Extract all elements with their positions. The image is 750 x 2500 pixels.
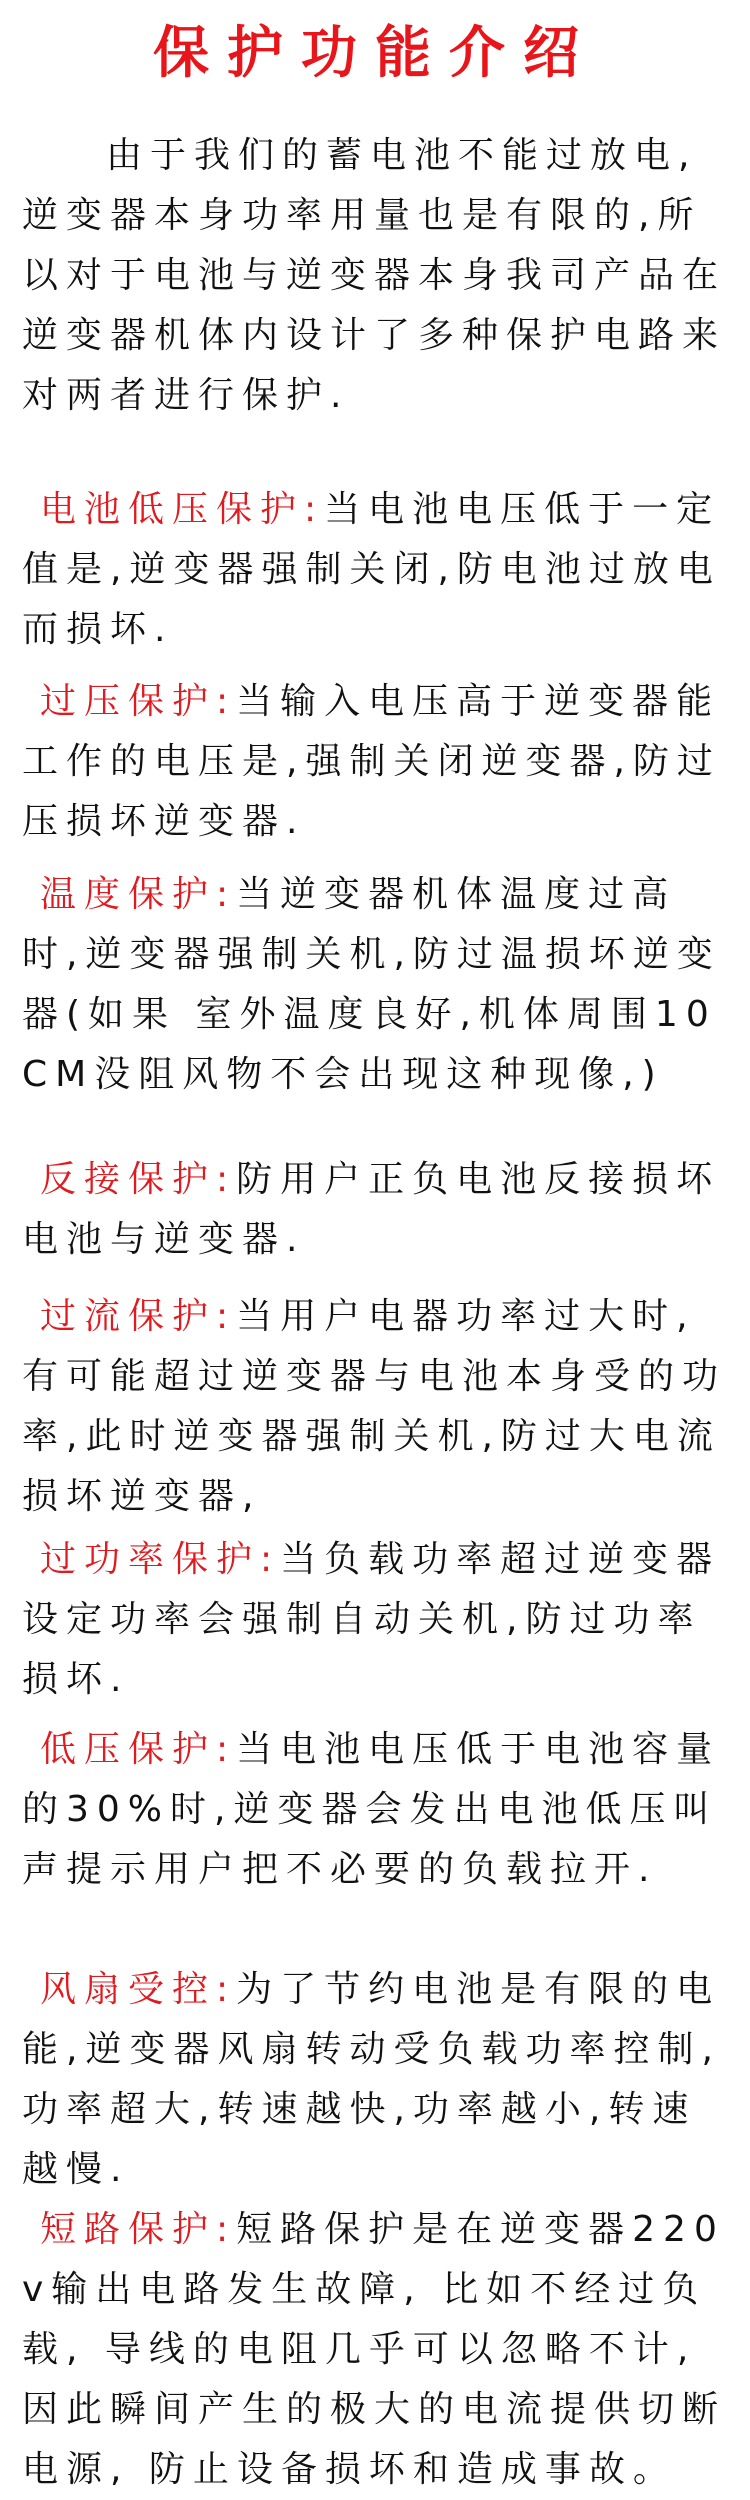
section-label: 反接保护: bbox=[40, 1159, 237, 1200]
section-text: 短路保护是在逆变器220v输出电路发生故障, 比如不经过负载, 导线的电阻几乎可以忽略不计, 因此瞬间产生的极大的电流提供切断电源, 防止设备损坏和造成事故。 bbox=[22, 2209, 727, 2490]
section-label: 电池低压保护: bbox=[40, 489, 325, 530]
section-text: 当输入电压高于逆变器能工作的电压是,强制关闭逆变器,防过压损坏逆变器. bbox=[22, 681, 721, 842]
section-short-circuit bbox=[22, 2140, 728, 2500]
section-text: 当电池电压低于电池容量的30%时,逆变器会发出电池低压叫声提示用户把不必要的负载拉开. bbox=[22, 1729, 721, 1890]
page-title: 保护功能介绍 bbox=[153, 21, 597, 86]
section-text: 为了节约电池是有限的电能,逆变器风扇转动受负载功率控制,功率超大,转速越快,功率越小,转速越慢. bbox=[22, 1969, 721, 2190]
section-label: 低压保护: bbox=[40, 1729, 237, 1770]
intro-paragraph: 由于我们的蓄电池不能过放电,逆变器本身功率用量也是有限的,所以对于电池与逆变器本身我司产品在逆变器机体内设计了多种保护电路来对两者进行保护. bbox=[22, 135, 727, 416]
section-text: 当逆变器机体温度过高时,逆变器强制关机,防过温损坏逆变器(如果 室外温度良好,机体周围10CM没阻风物不会出现这种现像,) bbox=[22, 874, 721, 1095]
section-label: 过压保护: bbox=[40, 681, 237, 722]
section-text: 防用户正负电池反接损坏电池与逆变器. bbox=[22, 1159, 721, 1260]
section-temperature bbox=[22, 805, 728, 1105]
section-label: 过功率保护: bbox=[40, 1539, 281, 1580]
section-low-voltage-alarm bbox=[22, 1660, 728, 1900]
section-label: 过流保护: bbox=[40, 1296, 237, 1337]
section-text: 当电池电压低于一定值是,逆变器强制关闭,防电池过放电而损坏. bbox=[22, 489, 721, 650]
section-label: 短路保护: bbox=[40, 2209, 237, 2250]
section-label: 风扇受控: bbox=[40, 1969, 237, 2010]
section-label: 温度保护: bbox=[40, 874, 237, 915]
section-text: 当用户电器功率过大时,有可能超过逆变器与电池本身受的功率,此时逆变器强制关机,防过大电流损坏逆变器, bbox=[22, 1296, 727, 1517]
section-text: 当负载功率超过逆变器设定功率会强制自动关机,防过功率损坏. bbox=[22, 1539, 721, 1700]
